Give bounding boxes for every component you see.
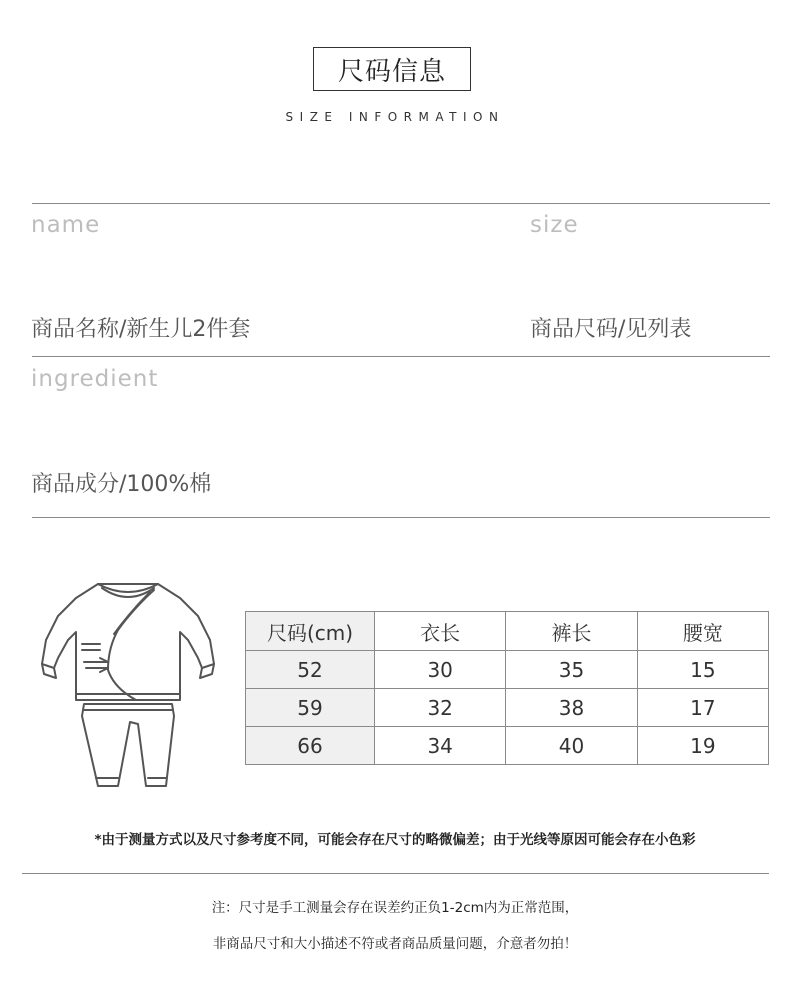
product-name: 商品名称/新生儿2件套: [31, 317, 251, 342]
table-cell: 30: [375, 651, 506, 689]
column-header: 裤长: [506, 612, 637, 651]
table-cell: 19: [637, 727, 768, 765]
page-title: 尺码信息: [313, 47, 471, 91]
table-row: [246, 651, 769, 689]
table-cell: 40: [506, 727, 637, 765]
return-policy-note: 非商品尺寸和大小描述不符或者商品质量问题，介意者勿拍！: [212, 936, 578, 952]
table-cell: 38: [506, 689, 637, 727]
divider: [32, 517, 770, 518]
table-cell: 34: [375, 727, 506, 765]
product-size: 商品尺码/见列表: [530, 317, 692, 342]
column-header: 尺码(cm): [246, 612, 375, 651]
product-ingredient: 商品成分/100%棉: [31, 472, 212, 497]
table-cell: 66: [246, 727, 375, 765]
size-table: [245, 611, 769, 765]
name-label: name: [31, 212, 101, 238]
table-cell: 17: [637, 689, 768, 727]
size-label: size: [530, 212, 579, 238]
table-row: [246, 689, 769, 727]
column-header: 腰宽: [637, 612, 768, 651]
divider: [32, 356, 770, 357]
table-row: [246, 727, 769, 765]
column-header: 衣长: [375, 612, 506, 651]
page-subtitle: SIZE INFORMATION: [285, 110, 505, 124]
baby-clothes-set-icon: [38, 578, 218, 793]
measurement-note: 注：尺寸是手工测量会存在误差约正负1-2cm内为正常范围，: [211, 900, 579, 916]
table-cell: 59: [246, 689, 375, 727]
table-cell: 15: [637, 651, 768, 689]
table-cell: 52: [246, 651, 375, 689]
table-cell: 32: [375, 689, 506, 727]
table-cell: 35: [506, 651, 637, 689]
table-header-row: [246, 612, 769, 651]
divider: [22, 873, 769, 874]
ingredient-label: ingredient: [31, 366, 159, 392]
divider: [32, 203, 770, 204]
disclaimer-note: *由于测量方式以及尺寸参考度不同，可能会存在尺寸的略微偏差；由于光线等原因可能会存在小色彩: [94, 832, 696, 848]
